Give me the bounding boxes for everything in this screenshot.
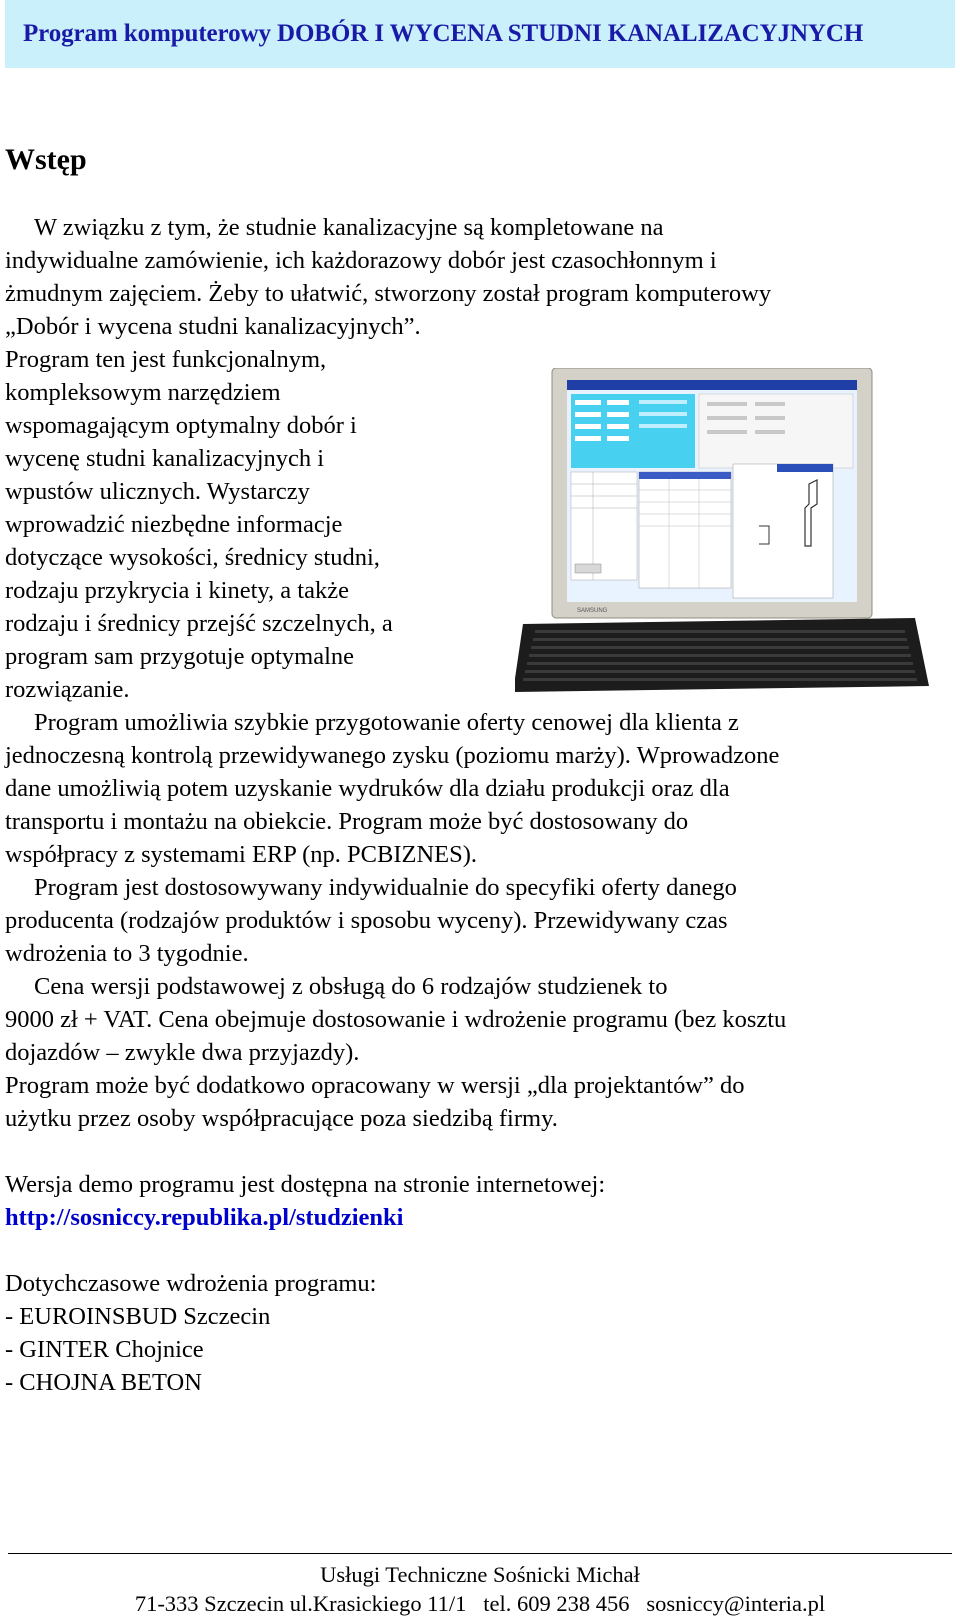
text-line: Program ten jest funkcjonalnym,: [5, 346, 327, 373]
deployment-item: - EUROINSBUD Szczecin: [5, 1303, 271, 1330]
section-heading: Wstęp: [5, 143, 87, 176]
title-banner: [5, 0, 955, 68]
footer-company: Usługi Techniczne Sośnicki Michał: [320, 1562, 640, 1587]
deployments-heading: Dotychczasowe wdrożenia programu:: [5, 1270, 377, 1297]
text-line: Cena wersji podstawowej z obsługą do 6 rodzajów studzienek to: [34, 973, 668, 1000]
text-line: Program umożliwia szybkie przygotowanie oferty cenowej dla klienta z: [34, 709, 739, 736]
document-title: Program komputerowy DOBÓR I WYCENA STUDNI KANALIZACYJNYCH: [23, 20, 864, 47]
text-line: współpracy z systemami ERP (np. PCBIZNES).: [5, 841, 478, 868]
text-line: dane umożliwią potem uzyskanie wydruków dla działu produkcji oraz dla: [5, 775, 730, 802]
text-line: indywidualne zamówienie, ich każdorazowy dobór jest czasochłonnym i: [5, 247, 717, 274]
text-line: Program jest dostosowywany indywidualnie do specyfiki oferty danego: [34, 874, 737, 901]
text-line: program sam przygotuje optymalne: [5, 643, 355, 670]
text-line: rodzaju przykrycia i kinety, a także: [5, 577, 349, 604]
deployment-item: - CHOJNA BETON: [5, 1369, 202, 1396]
computer-photo: [515, 368, 955, 708]
text-line: wprowadzić niezbędne informacje: [5, 511, 343, 538]
text-line: transportu i montażu na obiekcie. Program może być dostosowany do: [5, 808, 689, 835]
demo-text: Wersja demo programu jest dostępna na stronie internetowej:: [5, 1171, 606, 1198]
text-line: wdrożenia to 3 tygodnie.: [5, 940, 249, 967]
text-line: kompleksowym narzędziem: [5, 379, 281, 406]
text-line: dotyczące wysokości, średnicy studni,: [5, 544, 380, 571]
text-line: producenta (rodzajów produktów i sposobu wyceny). Przewidywany czas: [5, 907, 728, 934]
demo-link[interactable]: http://sosniccy.republika.pl/studzienki: [5, 1204, 404, 1231]
text-line: dojazdów – zwykle dwa przyjazdy).: [5, 1039, 360, 1066]
footer-address: 71-333 Szczecin ul.Krasickiego 11/1 tel. 609 238 456 sosniccy@interia.pl: [134, 1591, 826, 1616]
text-line: wspomagającym optymalny dobór i: [5, 412, 357, 439]
text-line: „Dobór i wycena studni kanalizacyjnych”.: [5, 313, 421, 340]
text-line: wycenę studni kanalizacyjnych i: [5, 445, 325, 472]
text-line: rozwiązanie.: [5, 676, 130, 703]
text-line: Program może być dodatkowo opracowany w wersji „dla projektantów” do: [5, 1072, 745, 1099]
text-line: rodzaju i średnicy przejść szczelnych, a: [5, 610, 393, 637]
text-line: W związku z tym, że studnie kanalizacyjne są kompletowane na: [34, 214, 664, 241]
text-line: żmudnym zajęciem. Żeby to ułatwić, stworzony został program komputerowy: [5, 280, 772, 307]
text-line: wpustów ulicznych. Wystarczy: [5, 478, 310, 505]
deployment-item: - GINTER Chojnice: [5, 1336, 204, 1363]
monitor-brand: SAMSUNG: [577, 608, 608, 614]
text-line: użytku przez osoby współpracujące poza siedzibą firmy.: [5, 1105, 558, 1132]
text-line: 9000 zł + VAT. Cena obejmuje dostosowanie i wdrożenie programu (bez kosztu: [5, 1006, 787, 1033]
text-line: jednoczesną kontrolą przewidywanego zysku (poziomu marży). Wprowadzone: [5, 742, 780, 769]
footer-divider: [8, 1553, 952, 1554]
